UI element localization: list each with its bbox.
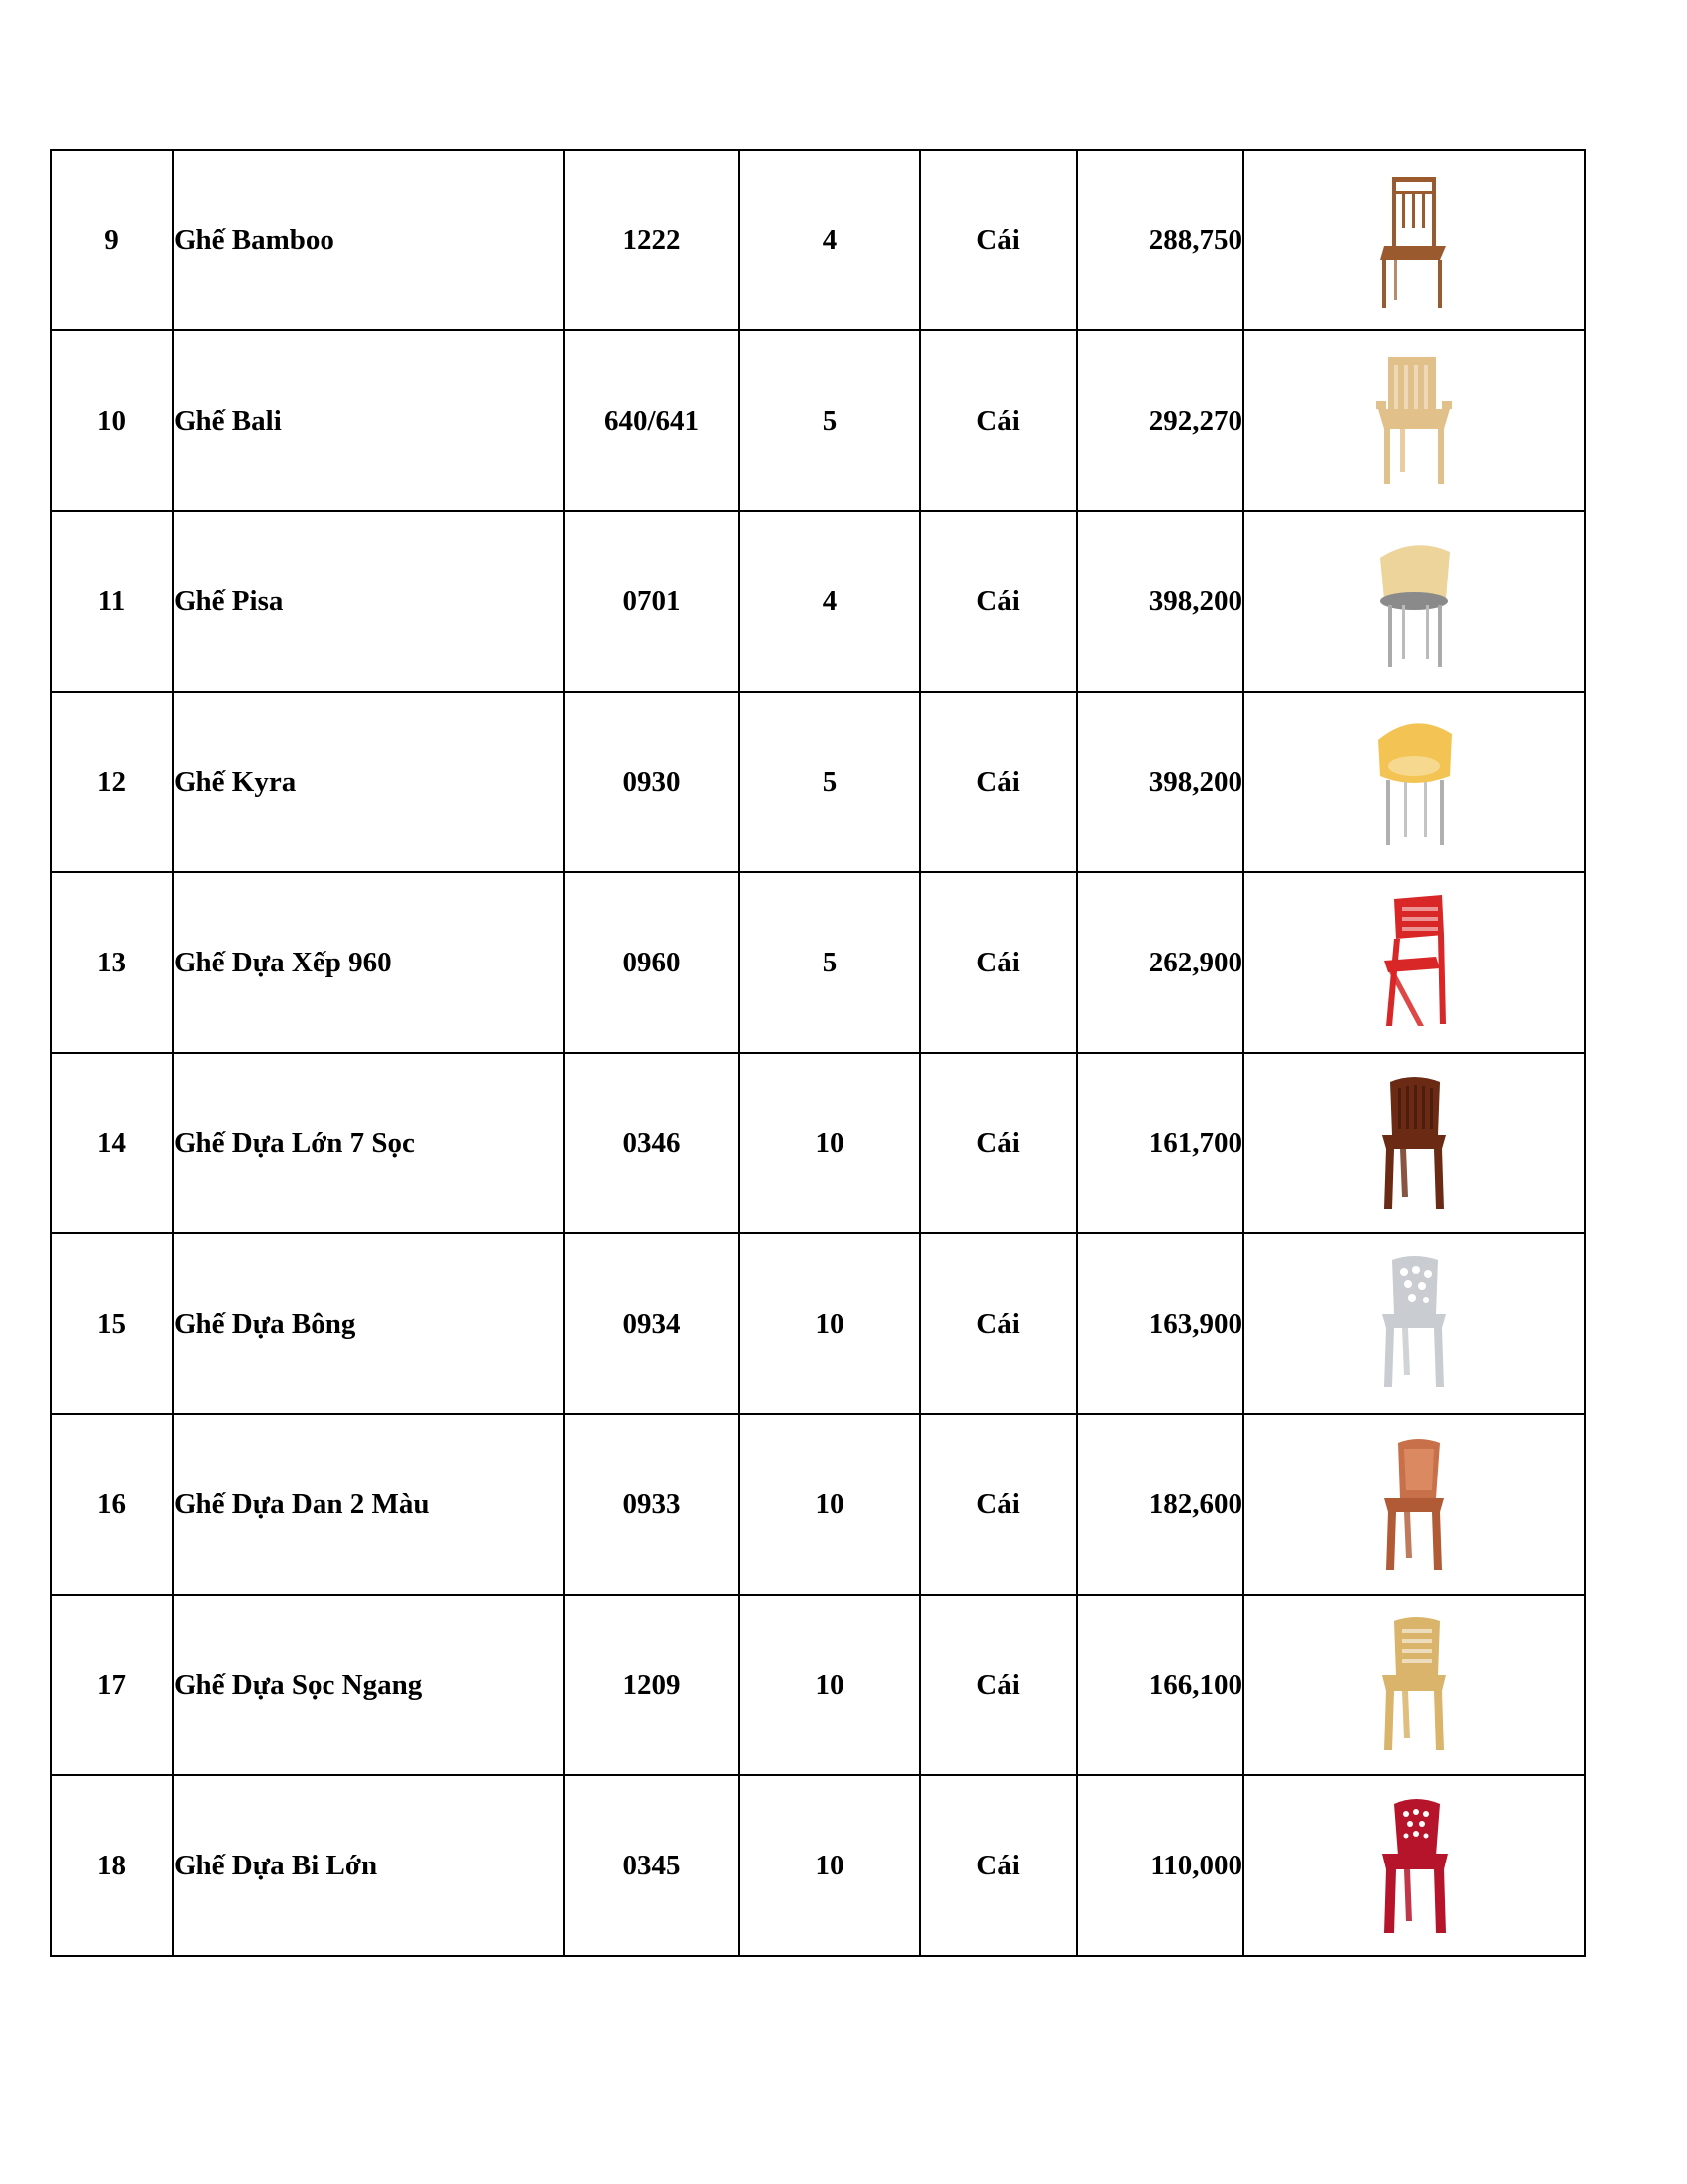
product-name: Ghế Dựa Lớn 7 Sọc — [173, 1053, 564, 1233]
product-image-cell — [1243, 150, 1585, 330]
product-image-cell — [1243, 511, 1585, 692]
product-code: 0930 — [564, 692, 739, 872]
pack-quantity: 4 — [739, 511, 920, 692]
unit-label: Cái — [920, 872, 1077, 1053]
table-row — [51, 872, 1585, 1053]
product-code: 1222 — [564, 150, 739, 330]
product-image-cell — [1243, 692, 1585, 872]
dotted-back-chair-icon — [1355, 1794, 1474, 1938]
unit-label: Cái — [920, 511, 1077, 692]
pisa-armchair-icon — [1355, 530, 1474, 674]
table-row — [51, 150, 1585, 330]
pack-quantity: 10 — [739, 1775, 920, 1956]
row-number: 13 — [51, 872, 173, 1053]
product-name: Ghế Dựa Bi Lớn — [173, 1775, 564, 1956]
product-image-cell — [1243, 1414, 1585, 1595]
two-tone-chair-icon — [1355, 1433, 1474, 1577]
product-image-cell — [1243, 330, 1585, 511]
unit-label: Cái — [920, 1233, 1077, 1414]
pack-quantity: 5 — [739, 330, 920, 511]
table-row — [51, 511, 1585, 692]
row-number: 10 — [51, 330, 173, 511]
unit-price: 398,200 — [1077, 692, 1243, 872]
product-code: 640/641 — [564, 330, 739, 511]
flower-back-chair-icon — [1355, 1252, 1474, 1396]
horizontal-slat-chair-icon — [1355, 1613, 1474, 1757]
row-number: 9 — [51, 150, 173, 330]
product-image-cell — [1243, 1775, 1585, 1956]
product-price-table — [50, 149, 1586, 1957]
unit-label: Cái — [920, 692, 1077, 872]
product-code: 0701 — [564, 511, 739, 692]
pack-quantity: 10 — [739, 1053, 920, 1233]
unit-price: 161,700 — [1077, 1053, 1243, 1233]
pack-quantity: 4 — [739, 150, 920, 330]
bali-armchair-icon — [1355, 349, 1474, 493]
table-row — [51, 1595, 1585, 1775]
unit-price: 163,900 — [1077, 1233, 1243, 1414]
product-name: Ghế Dựa Xếp 960 — [173, 872, 564, 1053]
striped-chair-icon — [1355, 1072, 1474, 1216]
product-code: 0346 — [564, 1053, 739, 1233]
product-name: Ghế Bamboo — [173, 150, 564, 330]
pack-quantity: 5 — [739, 872, 920, 1053]
row-number: 11 — [51, 511, 173, 692]
pack-quantity: 10 — [739, 1233, 920, 1414]
folding-chair-icon — [1355, 891, 1474, 1035]
row-number: 15 — [51, 1233, 173, 1414]
product-image-cell — [1243, 1595, 1585, 1775]
product-code: 0933 — [564, 1414, 739, 1595]
pack-quantity: 10 — [739, 1595, 920, 1775]
table-row — [51, 1053, 1585, 1233]
row-number: 14 — [51, 1053, 173, 1233]
product-name: Ghế Dựa Sọc Ngang — [173, 1595, 564, 1775]
table-row — [51, 692, 1585, 872]
unit-label: Cái — [920, 1053, 1077, 1233]
unit-price: 398,200 — [1077, 511, 1243, 692]
row-number: 17 — [51, 1595, 173, 1775]
table-row — [51, 330, 1585, 511]
product-code: 0934 — [564, 1233, 739, 1414]
table-row — [51, 1775, 1585, 1956]
row-number: 16 — [51, 1414, 173, 1595]
product-image-cell — [1243, 872, 1585, 1053]
unit-label: Cái — [920, 150, 1077, 330]
product-image-cell — [1243, 1053, 1585, 1233]
pack-quantity: 10 — [739, 1414, 920, 1595]
unit-price: 262,900 — [1077, 872, 1243, 1053]
product-code: 0345 — [564, 1775, 739, 1956]
product-name: Ghế Pisa — [173, 511, 564, 692]
unit-label: Cái — [920, 1595, 1077, 1775]
kyra-armchair-icon — [1355, 710, 1474, 854]
unit-label: Cái — [920, 1414, 1077, 1595]
product-code: 1209 — [564, 1595, 739, 1775]
product-image-cell — [1243, 1233, 1585, 1414]
unit-price: 292,270 — [1077, 330, 1243, 511]
unit-price: 110,000 — [1077, 1775, 1243, 1956]
unit-price: 288,750 — [1077, 150, 1243, 330]
product-name: Ghế Kyra — [173, 692, 564, 872]
product-name: Ghế Bali — [173, 330, 564, 511]
table-row — [51, 1233, 1585, 1414]
table-body — [51, 150, 1585, 1956]
unit-label: Cái — [920, 1775, 1077, 1956]
table-row — [51, 1414, 1585, 1595]
product-name: Ghế Dựa Dan 2 Màu — [173, 1414, 564, 1595]
product-name: Ghế Dựa Bông — [173, 1233, 564, 1414]
unit-price: 182,600 — [1077, 1414, 1243, 1595]
pack-quantity: 5 — [739, 692, 920, 872]
unit-price: 166,100 — [1077, 1595, 1243, 1775]
product-code: 0960 — [564, 872, 739, 1053]
row-number: 12 — [51, 692, 173, 872]
row-number: 18 — [51, 1775, 173, 1956]
unit-label: Cái — [920, 330, 1077, 511]
bamboo-chair-icon — [1355, 169, 1474, 313]
